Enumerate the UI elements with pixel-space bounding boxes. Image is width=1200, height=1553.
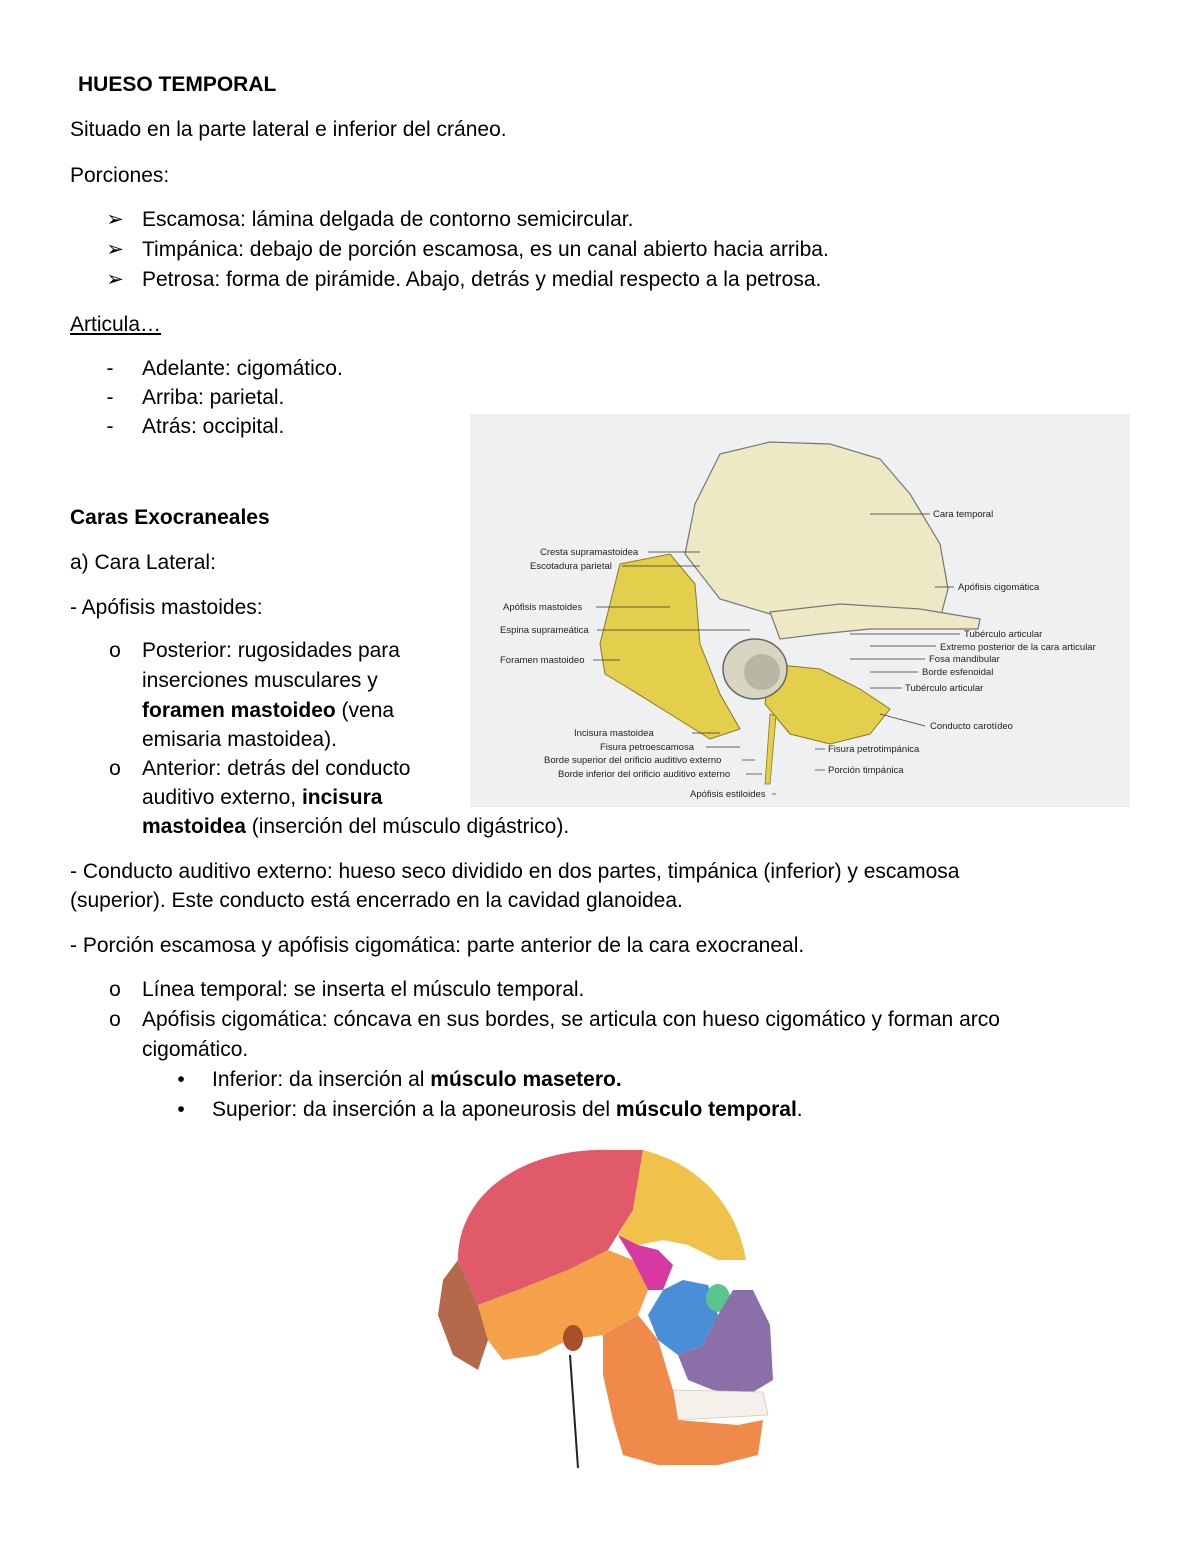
posterior-line-3: foramen mastoideo (vena — [142, 699, 395, 722]
figure-label: Cara temporal — [933, 509, 994, 520]
apofisis-line-1: Apófisis cigomática: cóncava en sus bordes, se articula con hueso cigomático y forman arco — [142, 1008, 1000, 1031]
superior-text: Superior: da inserción a la aponeurosis del músculo temporal. — [212, 1098, 803, 1121]
list-item: Timpánica: debajo de porción escamosa, es un canal abierto hacia arriba. — [142, 238, 829, 261]
circle-bullet-icon: o — [109, 757, 121, 780]
dash-bullet-icon: - — [106, 386, 114, 409]
bold-term: foramen mastoideo — [142, 699, 336, 722]
circle-bullet-icon: o — [109, 639, 121, 662]
figure-label: Fisura petrotimpánica — [828, 744, 920, 755]
circle-bullet-icon: o — [109, 978, 121, 1001]
circle-bullet-icon: o — [109, 1008, 121, 1031]
figure-label: Apófisis estiloides — [690, 789, 766, 800]
teeth — [673, 1390, 768, 1420]
list-item: Petrosa: forma de pirámide. Abajo, detrás y medial respecto a la petrosa. — [142, 268, 822, 291]
figure-label: Conducto carotídeo — [930, 721, 1013, 732]
posterior-line-4: emisaria mastoidea). — [142, 728, 337, 751]
dash-bullet-icon: - — [106, 415, 114, 438]
figure-label: Tubérculo articular — [905, 683, 984, 694]
figure-label: Fisura petroescamosa — [600, 742, 694, 753]
list-item: Atrás: occipital. — [142, 415, 285, 438]
list-item: Arriba: parietal. — [142, 386, 285, 409]
skull-figure — [418, 1140, 790, 1470]
linea-temporal-text: Línea temporal: se inserta el músculo temporal. — [142, 978, 585, 1001]
arrow-bullet-icon: ➢ — [106, 208, 124, 231]
apofisis-line-2: cigomático. — [142, 1038, 249, 1061]
page-title: HUESO TEMPORAL — [78, 73, 277, 96]
figure-label: Fosa mandibular — [929, 654, 1000, 665]
figure-label: Porción timpánica — [828, 765, 904, 776]
figure-label: Borde esfenoidal — [922, 667, 994, 678]
section-heading: Caras Exocraneales — [70, 506, 270, 529]
porciones-label: Porciones: — [70, 164, 170, 187]
figure-label: Apófisis cigomática — [958, 582, 1040, 593]
dot-bullet-icon: • — [177, 1068, 185, 1091]
figure-label: Tubérculo articular — [964, 629, 1043, 640]
dot-bullet-icon: • — [177, 1098, 185, 1121]
list-item: Escamosa: lámina delgada de contorno semicircular. — [142, 208, 634, 231]
figure-label: Escotadura parietal — [530, 561, 612, 572]
list-item: Adelante: cigomático. — [142, 357, 343, 380]
anterior-line-1: Anterior: detrás del conducto — [142, 757, 411, 780]
intro-text: Situado en la parte lateral e inferior del cráneo. — [70, 118, 507, 141]
dash-bullet-icon: - — [106, 357, 114, 380]
figure-label: Incisura mastoidea — [574, 728, 654, 739]
porcion-escamosa-text: - Porción escamosa y apófisis cigomática: parte anterior de la cara exocraneal. — [70, 934, 805, 957]
figure-label: Cresta supramastoidea — [540, 547, 639, 558]
figure-label: Foramen mastoideo — [500, 655, 585, 666]
bold-term: mastoidea — [142, 815, 246, 838]
posterior-line-1: Posterior: rugosidades para — [142, 639, 400, 662]
anterior-line-2: auditivo externo, incisura — [142, 786, 383, 809]
posterior-line-2: inserciones musculares y — [142, 669, 378, 692]
figure-label: Borde inferior del orificio auditivo externo — [558, 769, 731, 780]
articula-label: Articula… — [70, 313, 162, 336]
figure-label: Apófisis mastoides — [503, 602, 583, 613]
pointer-arrow — [570, 1355, 578, 1468]
figure-label: Borde superior del orificio auditivo externo — [544, 755, 722, 766]
temporal-bone-figure — [470, 414, 1130, 807]
anterior-line-3: mastoidea (inserción del músculo digástrico). — [142, 815, 570, 838]
mastoides-label: - Apófisis mastoides: — [70, 596, 263, 619]
bold-term: incisura — [301, 786, 383, 809]
inferior-text: Inferior: da inserción al músculo masetero. — [212, 1068, 622, 1091]
ear-canal — [563, 1325, 583, 1351]
figure-label: Espina suprameática — [500, 625, 589, 636]
arrow-bullet-icon: ➢ — [106, 238, 124, 261]
arrow-bullet-icon: ➢ — [106, 268, 124, 291]
subsection-heading: a) Cara Lateral: — [70, 551, 216, 574]
figure-label: Extremo posterior de la cara articular — [940, 642, 1096, 653]
conducto-line-2: (superior). Este conducto está encerrado en la cavidad glanoidea. — [70, 889, 683, 912]
conducto-line-1: - Conducto auditivo externo: hueso seco dividido en dos partes, timpánica (inferior) y escamosa — [70, 860, 960, 883]
